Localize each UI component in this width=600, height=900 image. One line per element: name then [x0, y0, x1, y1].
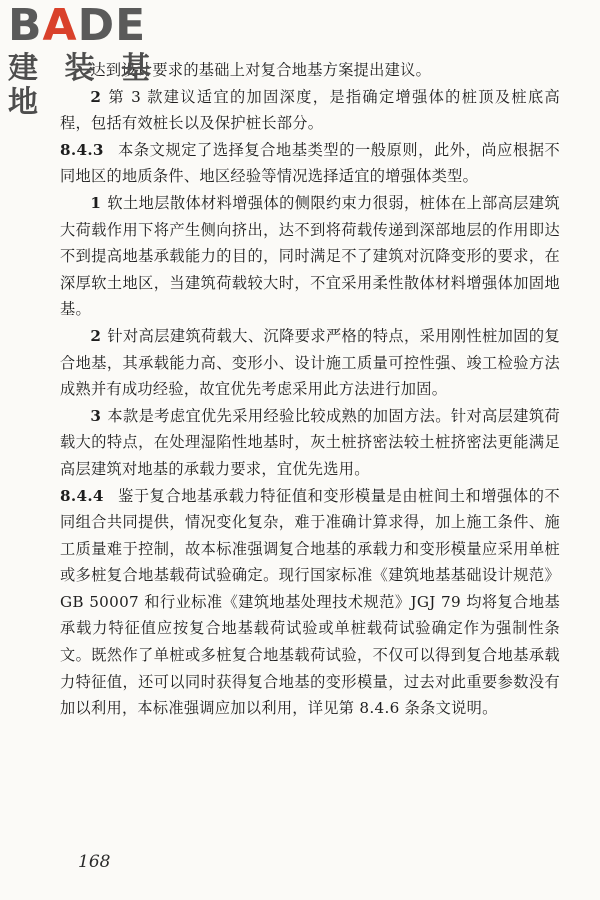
- item-number: 3: [90, 406, 102, 425]
- body-text: [60, 57, 560, 722]
- section-number: 8.4.4: [60, 486, 104, 505]
- logo-wordmark: BADE: [8, 0, 147, 51]
- section-number: 8.4.3: [60, 140, 104, 159]
- paragraph-item: 2 第 3 款建议适宜的加固深度，是指确定增强体的桩顶及桩底高程，包括有效桩长以及保护桩长部分。: [60, 87, 560, 133]
- logo-subtitle: 建 装 基 地: [8, 51, 159, 120]
- page-number: 168: [78, 852, 111, 872]
- paragraph-item: 3 本款是考虑宜优先采用经验比较成熟的加固方法。针对高层建筑荷载大的特点，在处理湿陷性地基时，灰土桩挤密法较土桩挤密法更能满足高层建筑对地基的承载力要求，宜优先选用。: [60, 406, 560, 478]
- item-number: 2: [90, 326, 102, 345]
- paragraph-item: 2 针对高层建筑荷载大、沉降要求严格的特点，采用刚性桩加固的复合地基，其承载能力高、变形小、设计施工质量可控性强、竣工检验方法成熟并有成功经验，故宜优先考虑采用此方法进行加固。: [60, 326, 560, 399]
- paragraph-continuation: 达到设计要求的基础上对复合地基方案提出建议。: [90, 61, 432, 79]
- paragraph-section: 8.4.3 本条文规定了选择复合地基类型的一般原则，此外，尚应根据不同地区的地质条件、地区经验等情况选择适宜的增强体类型。: [60, 140, 560, 186]
- bade-logo: [8, 0, 178, 120]
- paragraph-section: 8.4.4 鉴于复合地基承载力特征值和变形模量是由桩间土和增强体的不同组合共同提供，情况变化复杂，难于准确计算求得，加上施工条件、施工质量难于控制，故本标准强调复合地基的承载力和变形模量应采用单桩或多桩复合地基载荷试验确定。现行国家标准《建筑地基基础设计规范》GB 50007 和行业标准《建筑地基处理技术规范》JGJ 79 均将复合地基承载力特征值应按复合地基载荷试验或单桩载荷试验确定作为强制性条文。既然作了单桩或多桩复合地基载荷试验，不仅可以得到复合地基承载力特征值，还可以同时获得复合地基的变形模量，过去对此重要参数没有加以利用，本标准强调应加以利用，详见第 8.4.6 条条文说明。: [60, 486, 560, 718]
- item-number: 1: [90, 193, 102, 212]
- item-number: 2: [90, 87, 102, 106]
- paragraph-item: 1 软土地层散体材料增强体的侧限约束力很弱，桩体在上部高层建筑大荷载作用下将产生侧向挤出，达不到将荷载传递到深部地层的作用即达不到提高地基承载能力的目的，同时满足不了建筑对沉降变形的要求，在深厚软土地区，当建筑荷载较大时，不宜采用柔性散体材料增强体加固地基。: [60, 193, 560, 319]
